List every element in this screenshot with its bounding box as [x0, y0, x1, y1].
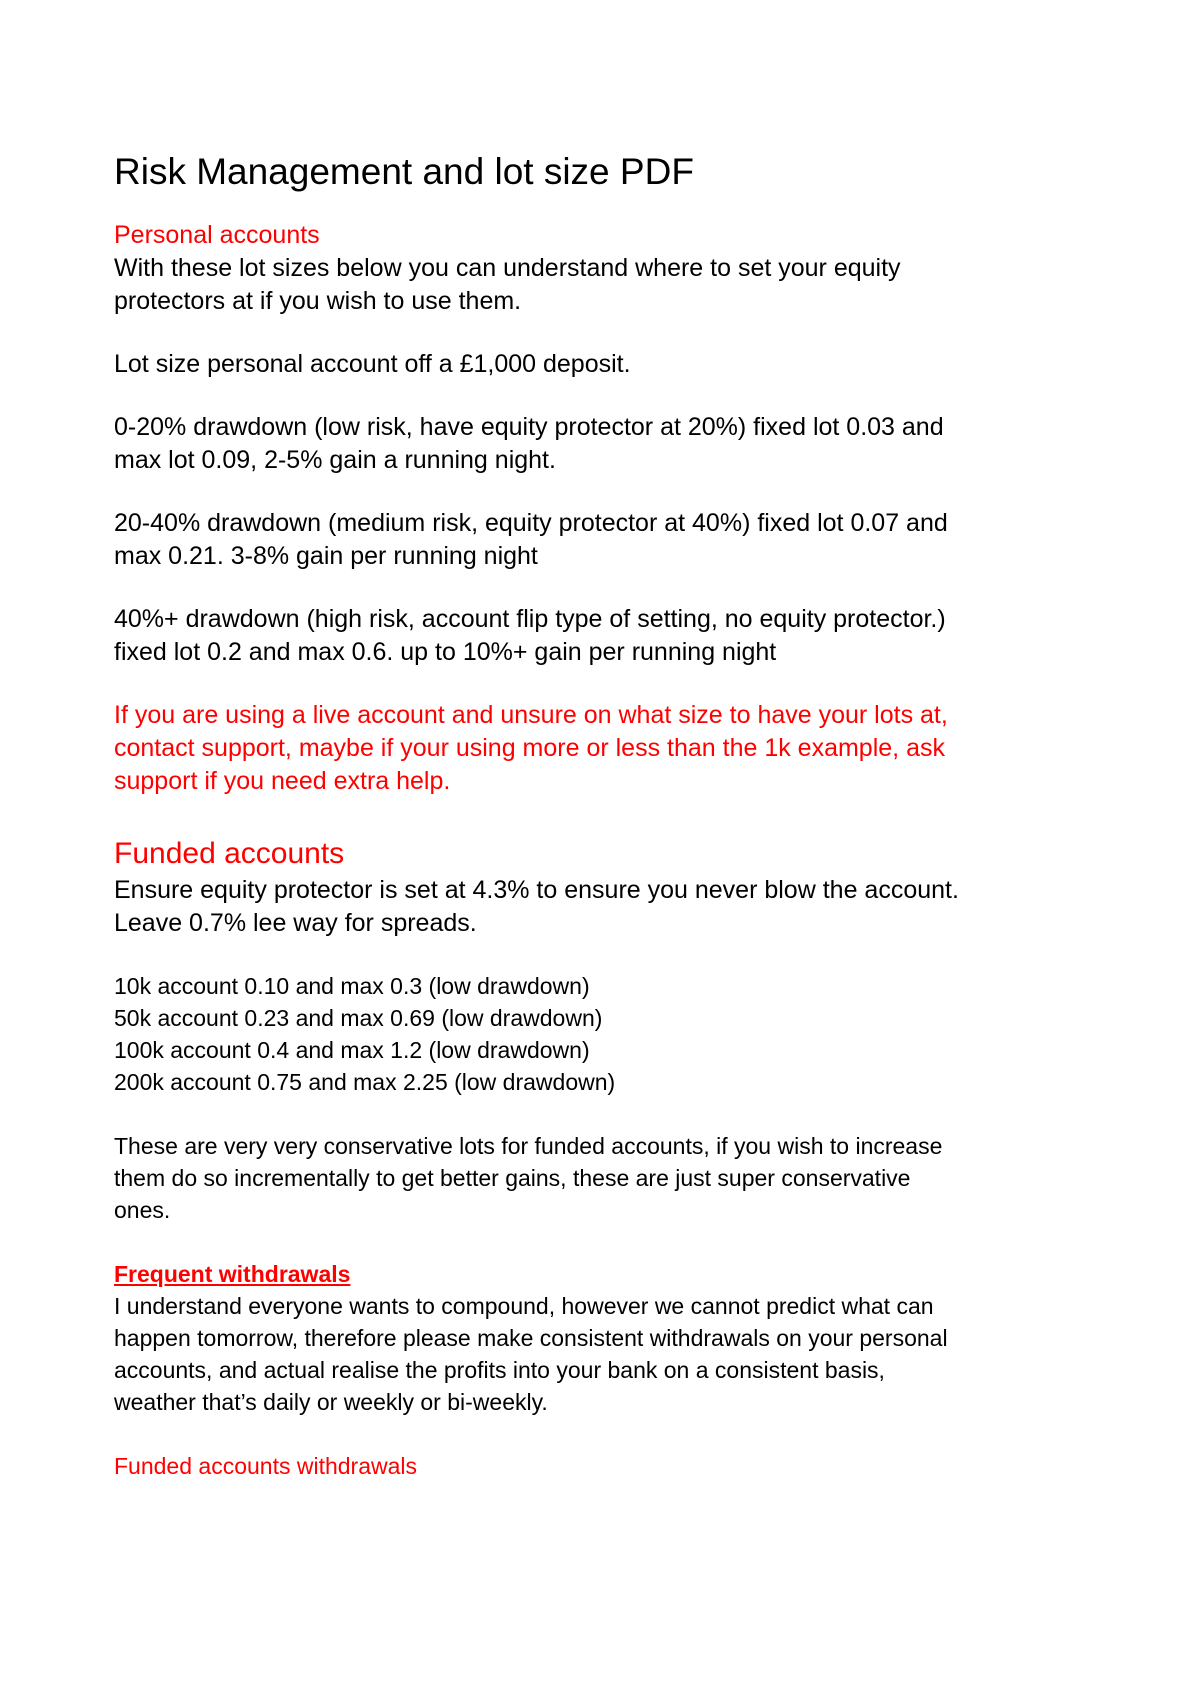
spacer — [114, 573, 1104, 603]
personal-intro-line-1: With these lot sizes below you can understand where to set your equity — [114, 254, 901, 282]
funded-lot-line: 100k account 0.4 and max 1.2 (low drawdown) — [114, 1037, 590, 1063]
funded-lot-line: 200k account 0.75 and max 2.25 (low drawdown) — [114, 1069, 616, 1095]
frequent-withdrawals-heading: Frequent withdrawals — [114, 1261, 351, 1287]
spacer — [114, 477, 1104, 507]
medium-risk-line-1: 20-40% drawdown (medium risk, equity protector at 40%) fixed lot 0.07 and — [114, 509, 948, 537]
document-title: Risk Management and lot size PDF — [114, 151, 694, 192]
support-note-line-2: contact support, maybe if your using more or less than the 1k example, ask — [114, 734, 945, 762]
withdrawals-line-3: accounts, and actual realise the profits into your bank on a consistent basis, — [114, 1357, 885, 1383]
spacer — [114, 798, 1104, 834]
funded-accounts-section — [114, 834, 1104, 1226]
medium-risk-line-2: max 0.21. 3-8% gain per running night — [114, 542, 538, 570]
funded-accounts-heading: Funded accounts — [114, 837, 345, 870]
personal-accounts-heading: Personal accounts — [114, 221, 320, 249]
frequent-withdrawals-section — [114, 1258, 1104, 1418]
funded-note-line-1: These are very very conservative lots for funded accounts, if you wish to increase — [114, 1133, 943, 1159]
funded-note-line-3: ones. — [114, 1197, 171, 1223]
high-risk-line-2: fixed lot 0.2 and max 0.6. up to 10%+ gain per running night — [114, 638, 777, 666]
spacer — [114, 940, 1104, 970]
deposit-line: Lot size personal account off a £1,000 deposit. — [114, 350, 631, 378]
withdrawals-line-4: weather that’s daily or weekly or bi-weekly. — [114, 1389, 548, 1415]
funded-intro-line-1: Ensure equity protector is set at 4.3% to ensure you never blow the account. — [114, 876, 959, 904]
funded-lot-line: 50k account 0.23 and max 0.69 (low drawdown) — [114, 1005, 603, 1031]
funded-withdrawals-heading: Funded accounts withdrawals — [114, 1453, 417, 1479]
high-risk-line-1: 40%+ drawdown (high risk, account flip type of setting, no equity protector.) — [114, 605, 946, 633]
withdrawals-line-1: I understand everyone wants to compound, however we cannot predict what can — [114, 1293, 934, 1319]
funded-note-line-2: them do so incrementally to get better gains, these are just super conservative — [114, 1165, 911, 1191]
spacer — [114, 318, 1104, 348]
spacer — [114, 1418, 1104, 1450]
support-note-line-3: support if you need extra help. — [114, 767, 451, 795]
document-content — [114, 148, 1104, 1482]
funded-lot-line: 10k account 0.10 and max 0.3 (low drawdown) — [114, 973, 590, 999]
personal-accounts-section — [114, 218, 1104, 798]
funded-withdrawals-section — [114, 1450, 1104, 1482]
personal-intro-line-2: protectors at if you wish to use them. — [114, 287, 522, 315]
spacer — [114, 1226, 1104, 1258]
spacer — [114, 381, 1104, 411]
spacer — [114, 669, 1104, 699]
funded-intro-line-2: Leave 0.7% lee way for spreads. — [114, 909, 477, 937]
low-risk-line-2: max lot 0.09, 2-5% gain a running night. — [114, 446, 556, 474]
low-risk-line-1: 0-20% drawdown (low risk, have equity protector at 20%) fixed lot 0.03 and — [114, 413, 944, 441]
withdrawals-line-2: happen tomorrow, therefore please make consistent withdrawals on your personal — [114, 1325, 948, 1351]
spacer — [114, 1098, 1104, 1130]
support-note-line-1: If you are using a live account and unsure on what size to have your lots at, — [114, 701, 948, 729]
